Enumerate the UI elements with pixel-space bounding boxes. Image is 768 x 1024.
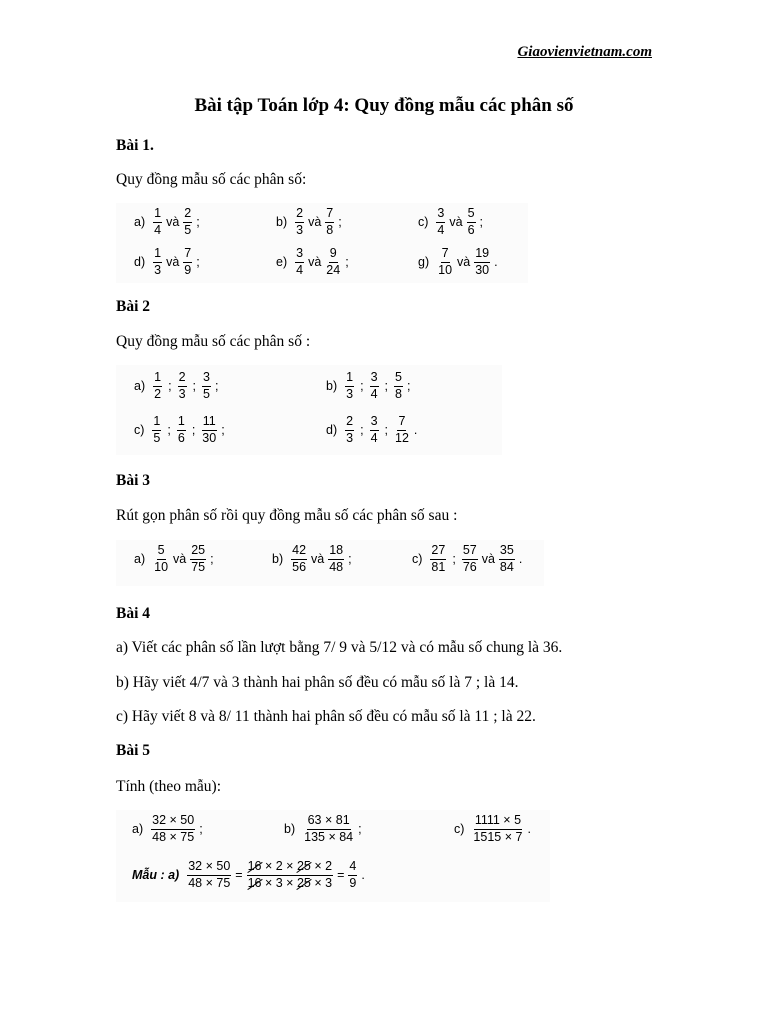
bai2-exercise-figure — [116, 365, 502, 455]
bai4-heading: Bài 4 — [116, 605, 151, 622]
bai1-item-a: a) $\frac{1}{4}$ và $\frac{2}{5}$ ; — [134, 206, 200, 238]
bai5-example: Mẫu : a) $\frac{32 \times 50}{48 \times 75}$ = $\frac{16 \times 2 \times 25 \times 2}{16 \times 3 \times 25 \times 3}$ = $\frac{4}{9}$ . — [132, 859, 365, 891]
bai2-item-c: c) $\frac{1}{5}$ ; $\frac{1}{6}$ ; $\frac{11}{30}$ ; — [134, 414, 225, 446]
bai2-item-b: b) $\frac{1}{3}$ ; $\frac{3}{4}$ ; $\frac{5}{8}$ ; — [326, 370, 411, 402]
bai5-item-a: a) $\frac{32 \times 50}{48 \times 75}$ ; — [132, 813, 203, 845]
bai5-item-b: b) $\frac{63 \times 81}{135 \times 84}$ ; — [284, 813, 362, 845]
bai1-instruction: Quy đồng mẫu số các phân số: — [116, 171, 307, 188]
bai3-item-a: a) $\frac{5}{10}$ và $\frac{25}{75}$ ; — [134, 543, 214, 575]
bai1-heading: Bài 1. — [116, 137, 154, 154]
bai3-instruction: Rút gọn phân số rồi quy đồng mẫu số các phân số sau : — [116, 507, 458, 524]
bai1-item-g: g) $\frac{7}{10}$ và $\frac{19}{30}$ . — [418, 246, 498, 278]
bai3-item-c: c) $\frac{27}{81}$ ; $\frac{57}{76}$ và $\frac{35}{84}$ . — [412, 543, 523, 575]
page-title: Bài tập Toán lớp 4: Quy đồng mẫu các phân số — [194, 95, 574, 116]
bai1-item-d: d) $\frac{1}{3}$ và $\frac{7}{9}$ ; — [134, 246, 200, 278]
bai5-instruction: Tính (theo mẫu): — [116, 778, 222, 795]
bai2-heading: Bài 2 — [116, 298, 151, 315]
bai5-item-c: c) $\frac{1111 \times 5}{1515 \times 7}$ . — [454, 813, 531, 845]
bai2-instruction: Quy đồng mẫu số các phân số : — [116, 333, 311, 350]
bai3-item-b: b) $\frac{42}{56}$ và $\frac{18}{48}$ ; — [272, 543, 352, 575]
bai5-heading: Bài 5 — [116, 742, 151, 759]
bai2-item-a: a) $\frac{1}{2}$ ; $\frac{2}{3}$ ; $\frac{3}{5}$ ; — [134, 370, 219, 402]
bai4-line-a: a) Viết các phân số lần lượt bằng 7/ 9 và 5/12 và có mẫu số chung là 36. — [116, 639, 563, 656]
bai1-item-e: e) $\frac{3}{4}$ và $\frac{9}{24}$ ; — [276, 246, 349, 278]
bai1-item-c: c) $\frac{3}{4}$ và $\frac{5}{6}$ ; — [418, 206, 484, 238]
bai4-line-c: c) Hãy viết 8 và 8/ 11 thành hai phân số đều có mẫu số là 11 ; là 22. — [116, 708, 536, 725]
bai1-exercise-figure — [116, 203, 528, 283]
bai3-exercise-figure — [116, 540, 544, 586]
bai3-heading: Bài 3 — [116, 472, 151, 489]
bai4-line-b: b) Hãy viết 4/7 và 3 thành hai phân số đều có mẫu số là 7 ; là 14. — [116, 674, 519, 691]
bai1-item-b: b) $\frac{2}{3}$ và $\frac{7}{8}$ ; — [276, 206, 342, 238]
bai2-item-d: d) $\frac{2}{3}$ ; $\frac{3}{4}$ ; $\frac{7}{12}$ . — [326, 414, 418, 446]
site-name: Giaovienvietnam.com — [517, 44, 652, 60]
bai5-exercise-figure — [116, 810, 550, 902]
